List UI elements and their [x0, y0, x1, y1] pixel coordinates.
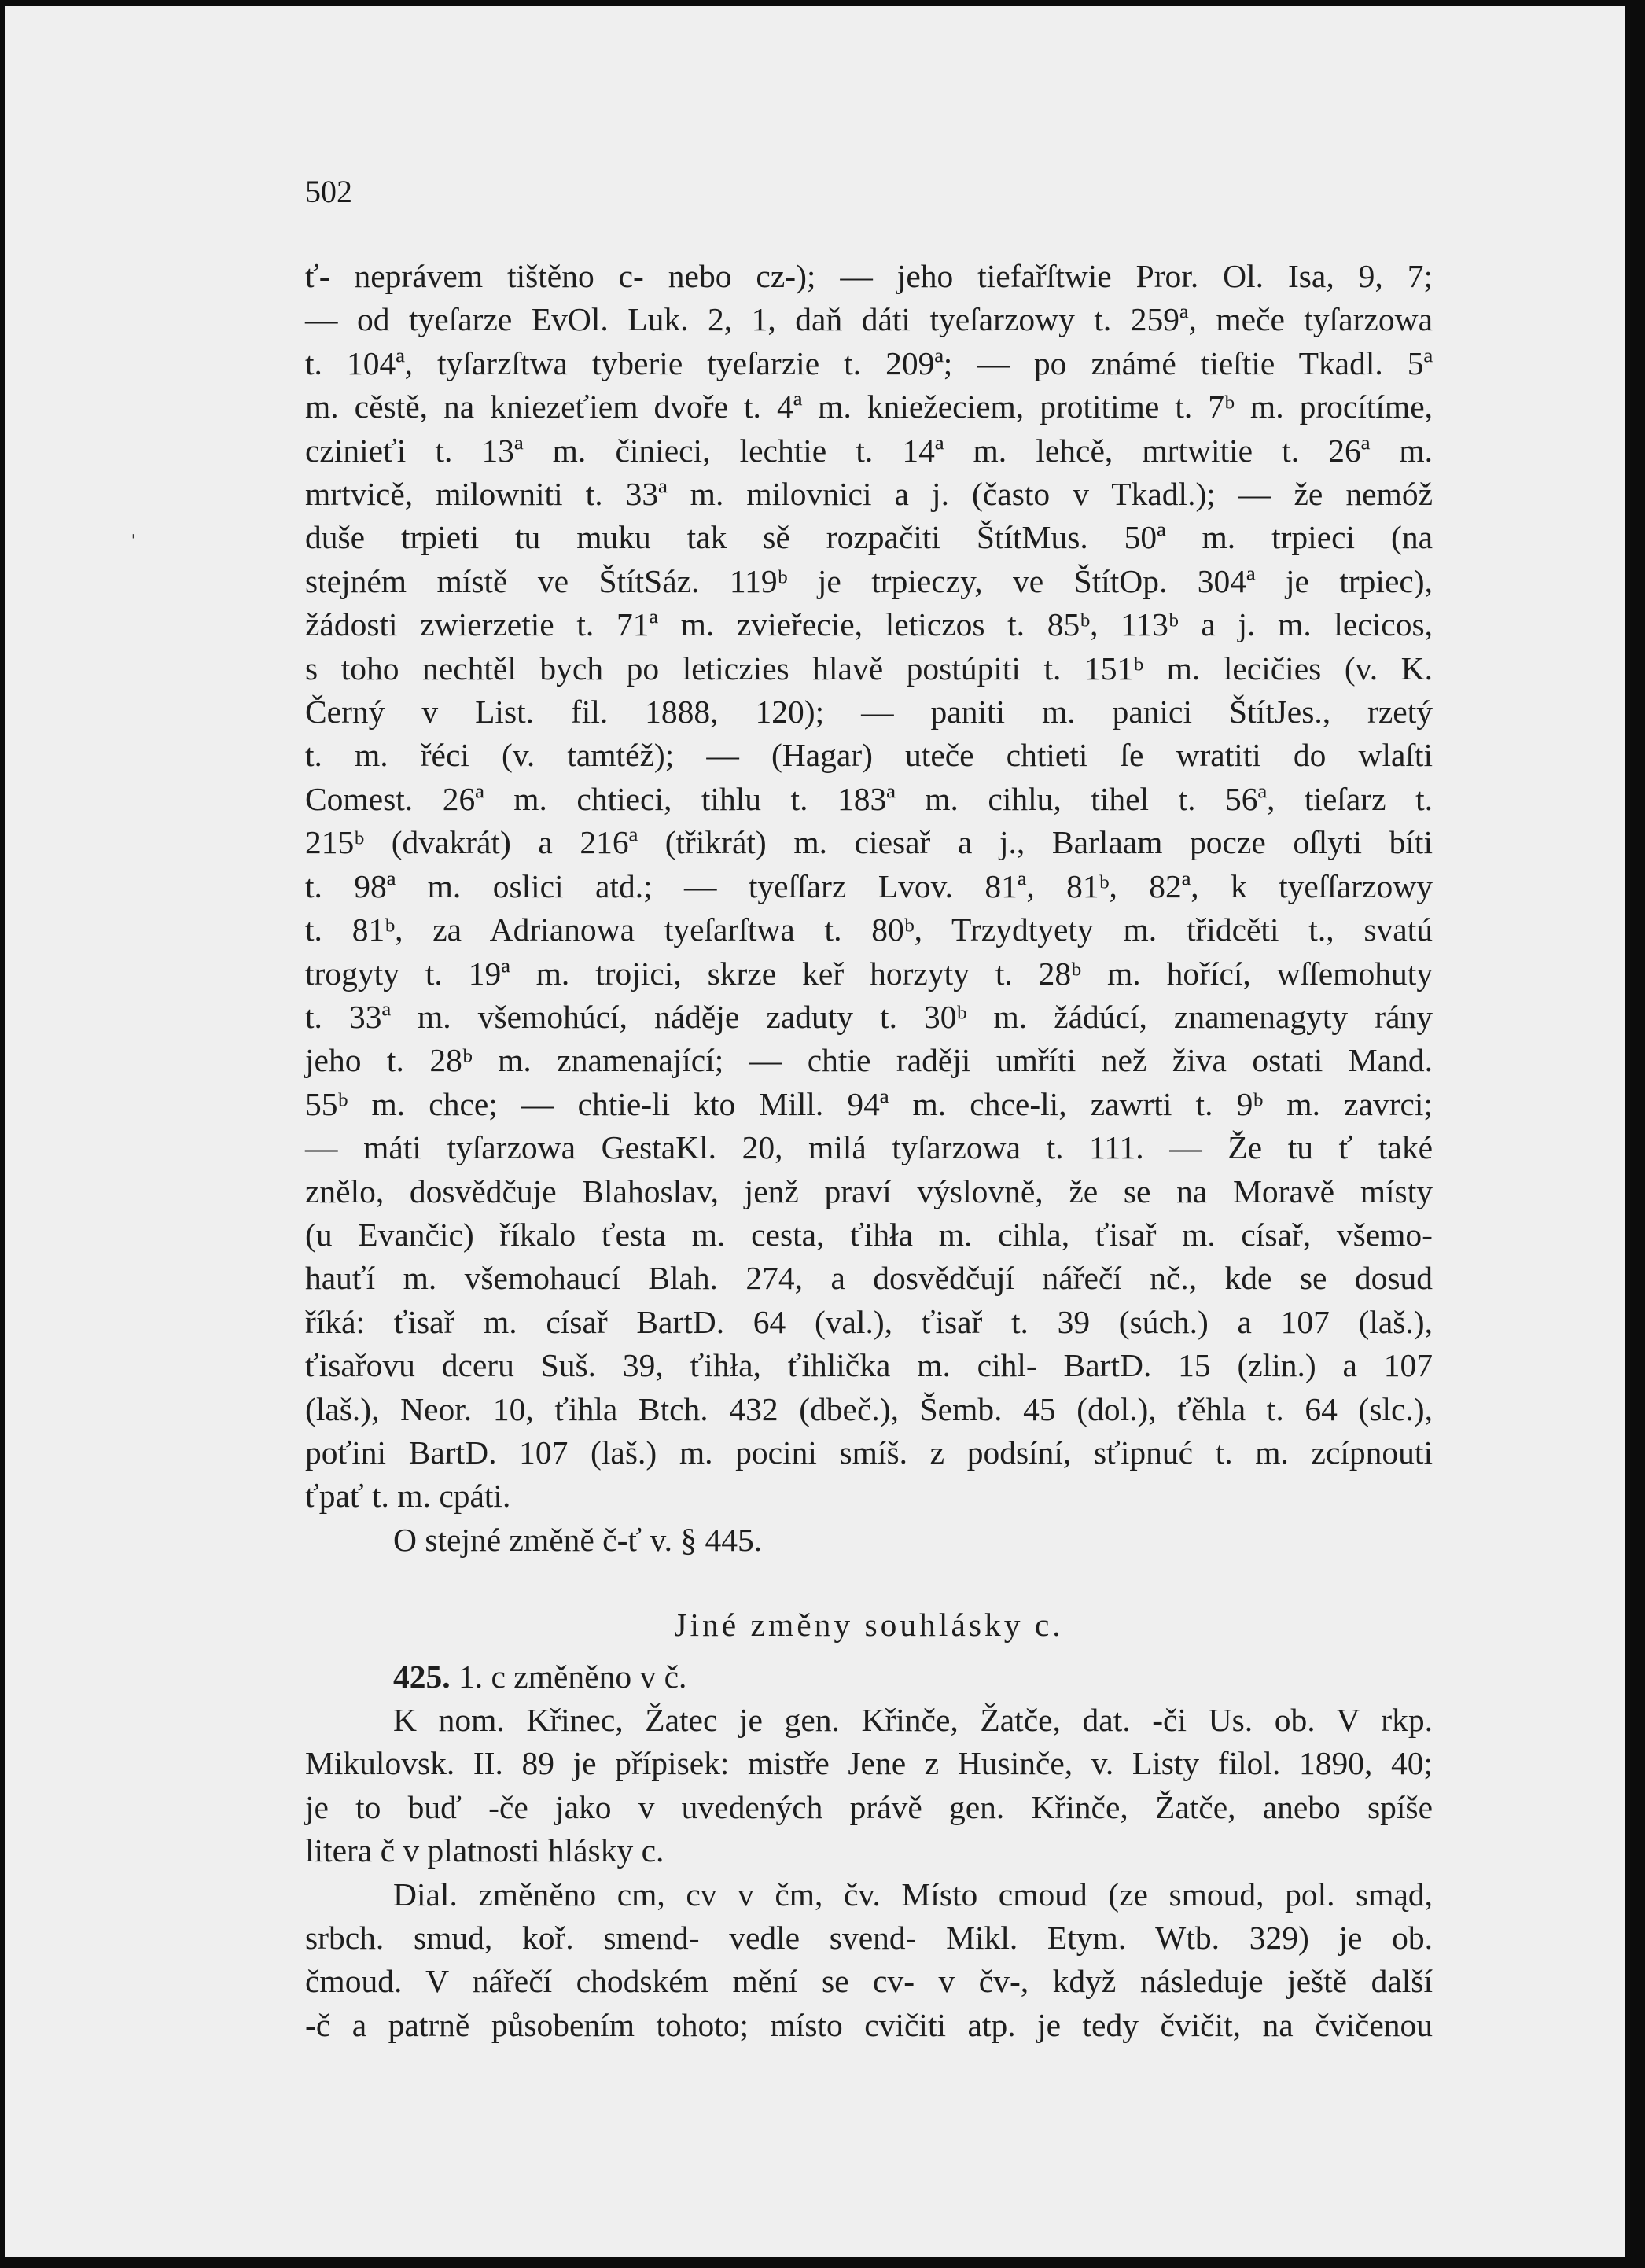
margin-mark: ˌ	[129, 510, 138, 539]
text-line: Černý v List. fil. 1888, 120); — paniti m. panici ŠtítJes., rzetý	[305, 694, 1433, 731]
text-line: Dial. změněno cm, cv v čm, čv. Místo cmoud (ze smoud, pol. smąd,	[393, 1876, 1433, 1913]
text-line: hauťí m. všemohaucí Blah. 274, a dosvědčují nářečí nč., kde se dosud	[305, 1260, 1433, 1297]
text-line: ťpať t. m. cpáti.	[305, 1478, 511, 1515]
text-line: duše trpieti tu muku tak sě rozpačiti ŠtítMus. 50ª m. trpieci (na	[305, 519, 1433, 556]
text-line: poťini BartD. 107 (laš.) m. pocini smíš. z podsíní, sťipnuć t. m. zcípnouti	[305, 1434, 1433, 1471]
text-line: srbch. smud, koř. smend- vedle svend- Mikl. Etym. Wtb. 329) je ob.	[305, 1920, 1433, 1957]
text-line: ť- neprávem tištěno c- nebo cz-); — jeho tiefařſtwie Pror. Ol. Isa, 9, 7;	[305, 258, 1433, 294]
text-line: jeho t. 28ᵇ m. znamenající; — chtie raději umříti než živa ostati Mand.	[305, 1042, 1433, 1079]
text-line: (laš.), Neor. 10, ťihla Btch. 432 (dbeč.), Šemb. 45 (dol.), ťěhla t. 64 (slc.),	[305, 1390, 1433, 1427]
section-heading: Jiné změny souhlásky c.	[674, 1607, 1064, 1644]
paragraph-4	[305, 1873, 1433, 2048]
section-title: 1. c změněno v č.	[458, 1658, 687, 1695]
page-number: 502	[305, 174, 352, 209]
text-line: (u Evančic) říkalo ťesta m. cesta, ťihła m. cihla, ťisař m. císař, všemo-	[305, 1216, 1433, 1253]
text-line: litera č v platnosti hlásky c.	[305, 1832, 664, 1869]
text-line: čmoud. V nářečí chodském mění se cv- v čv-, když následuje ještě další	[305, 1963, 1433, 2000]
text-line: K nom. Křinec, Žatec je gen. Křinče, Žatče, dat. -či Us. ob. V rkp.	[393, 1702, 1433, 1738]
section-number: 425.	[393, 1658, 451, 1695]
body-text	[305, 255, 1433, 2047]
text-line: t. 98ª m. oslici atd.; — tyeſſarz Lvov. 81ª, 81ᵇ, 82ª, k tyeſſarzowy	[305, 867, 1433, 904]
text-line: ťisařovu dceru Suš. 39, ťihła, ťihlička m. cihl- BartD. 15 (zlin.) a 107	[305, 1347, 1433, 1384]
paragraph-3	[305, 1699, 1433, 1873]
text-line: czinieťi t. 13ª m. činieci, lechtie t. 14ª m. lehcě, mrtwitie t. 26ª m.	[305, 432, 1433, 469]
text-line: Comest. 26ª m. chtieci, tihlu t. 183ª m. cihlu, tihel t. 56ª, tieſarz t.	[305, 780, 1433, 817]
text-line: t. 33ª m. všemohúcí, náděje zaduty t. 30ᵇ m. žádúcí, znamenagyty rány	[305, 998, 1433, 1035]
text-line: říká: ťisař m. císař BartD. 64 (val.), ťisař t. 39 (súch.) a 107 (laš.),	[305, 1303, 1433, 1340]
text-line: t. 104ª, tyſarzſtwa tyberie tyeſarzie t. 209ª; — po známé tieſtie Tkadl. 5ª	[305, 344, 1433, 381]
paragraph-2	[305, 1519, 1433, 1562]
book-page	[5, 6, 1625, 2257]
text-line: — od tyeſarze EvOl. Luk. 2, 1, daň dáti tyeſarzowy t. 259ª, meče tyſarzowa	[305, 301, 1433, 338]
text-line: — máti tyſarzowa GestaKl. 20, milá tyſarzowa t. 111. — Že tu ť také	[305, 1129, 1433, 1166]
text-line: mrtvicě, milowniti t. 33ª m. milovnici a j. (často v Tkadl.); — že nemóž	[305, 476, 1433, 513]
text-line: trogyty t. 19ª m. trojici, skrze keř horzyty t. 28ᵇ m. hořící, wſſemohuty	[305, 955, 1433, 992]
text-line: t. 81ᵇ, za Adrianowa tyeſarſtwa t. 80ᵇ, Trzydtyety m. třidcěti t., svatú	[305, 911, 1433, 948]
text-line: 55ᵇ m. chce; — chtie-li kto Mill. 94ª m. chce-li, zawrti t. 9ᵇ m. zavrci;	[305, 1085, 1433, 1122]
text-line: m. cěstě, na kniezeťiem dvoře t. 4ª m. kniežeciem, protitime t. 7ᵇ m. procítíme,	[305, 388, 1433, 425]
text-line: stejném místě ve ŠtítSáz. 119ᵇ je trpieczy, ve ŠtítOp. 304ª je trpiec),	[305, 562, 1433, 599]
text-line: 215ᵇ (dvakrát) a 216ª (třikrát) m. ciesař a j., Barlaam pocze oſlyti bíti	[305, 824, 1433, 861]
text-line: znělo, dosvědčuje Blahoslav, jenž praví výslovně, že se na Moravě místy	[305, 1173, 1433, 1209]
section-title-line	[305, 1655, 1433, 1699]
text-line: -č a patrně působením tohoto; místo cvičiti atp. je tedy čvičit, na čvičenou	[305, 2006, 1433, 2043]
paragraph-1	[305, 255, 1433, 1519]
text-line: s toho nechtěl bych po leticzies hlavě postúpiti t. 151ᵇ m. lecičies (v. K.	[305, 650, 1433, 687]
text-line: t. m. řéci (v. tamtéž); — (Hagar) uteče chtieti ſe wratiti do wlaſti	[305, 737, 1433, 774]
text-line: žádosti zwierzetie t. 71ª m. zvieřecie, leticzos t. 85ᵇ, 113ᵇ a j. m. lecicos,	[305, 606, 1433, 643]
text-line: je to buď -če jako v uvedených právě gen. Křinče, Žatče, anebo spíše	[305, 1788, 1433, 1825]
text-line: O stejné změně č-ť v. § 445.	[393, 1521, 763, 1558]
text-line: Mikulovsk. II. 89 je přípisek: mistře Jene z Husinče, v. Listy filol. 1890, 40;	[305, 1745, 1433, 1782]
